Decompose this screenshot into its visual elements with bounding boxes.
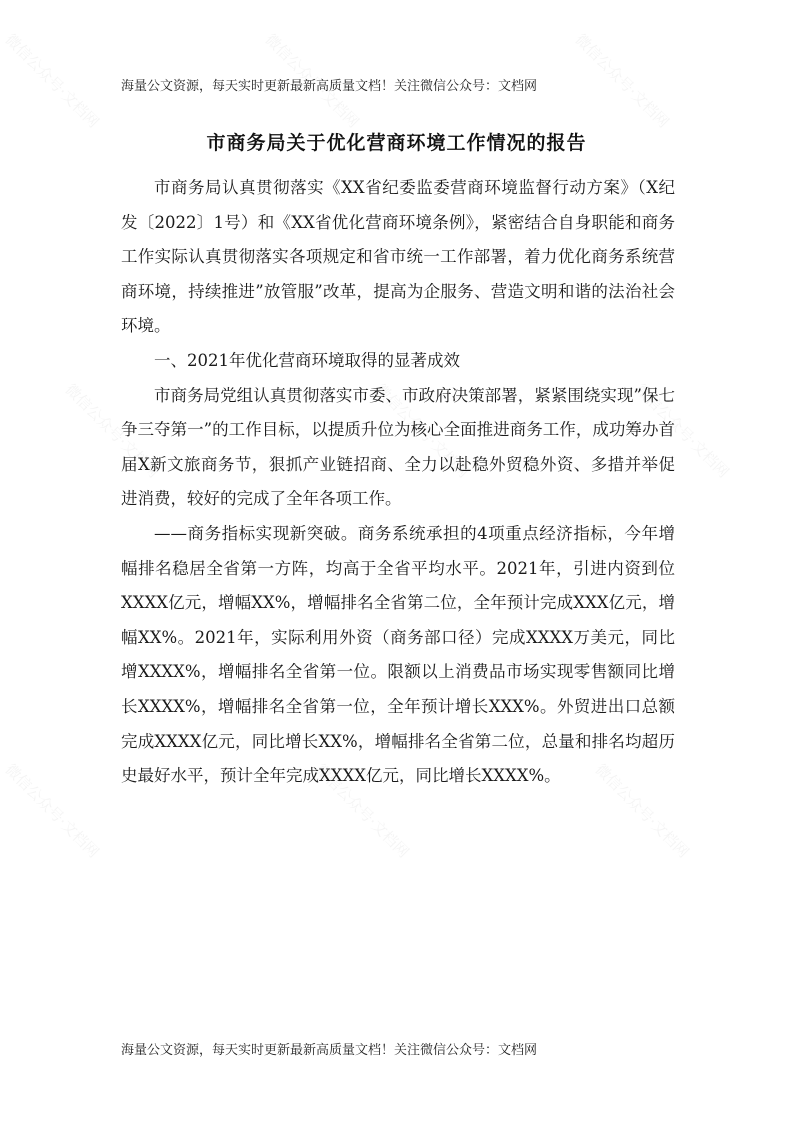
document-body [121, 171, 675, 794]
footer-banner: 海量公文资源，每天实时更新最新高质量文档！关注微信公众号：文档网 [121, 1043, 538, 1058]
paragraph-intro: 市商务局认真贯彻落实《XX省纪委监委营商环境监督行动方案》（X纪发〔2022〕1号）和《XX省优化营商环境条例》，紧密结合自身职能和商务工作实际认真贯彻落实各项规定和省市统一工作部署，着力优化商务系统营商环境，持续推进”放管服”改革，提高为企服务、营造文明和谐的法治社会环境。 [121, 178, 675, 336]
paragraph-achievements: 市商务局党组认真贯彻落实市委、市政府决策部署，紧紧围绕实现”保七争三夺第一”的工作目标，以提质升位为核心全面推进商务工作，成功筹办首届X新文旅商务节，狠抓产业链招商、全力以赴稳外贸稳外资、多措并举促进消费，较好的完成了全年各项工作。 [121, 385, 675, 509]
watermark: 微信公众号·文档网 [571, 30, 673, 132]
header-banner: 海量公文资源，每天实时更新最新高质量文档！关注微信公众号：文档网 [121, 79, 538, 94]
section-heading-1: 一、2021年优化营商环境取得的显著成效 [154, 350, 460, 370]
paragraph-indicators: ——商务指标实现新突破。商务系统承担的4项重点经济指标，今年增幅排名稳居全省第一方阵，均高于全省平均水平。2021年，引进内资到位XXXX亿元，增幅XX%，增幅排名全省第二位，全年预计完成XXX亿元，增幅XX%。2021年，实际利用外资（商务部口径）完成XXXX万美元，同比增XXXX%，增幅排名全省第一位。限额以上消费品市场实现零售额同比增长XXXX%，增幅排名全省第一位，全年预计增长XXX%。外贸进出口总额完成XXXX亿元，同比增长XX%，增幅排名全省第二位，总量和排名均超历史最好水平，预计全年完成XXXX亿元，同比增长XXXX%。 [121, 523, 675, 786]
watermark: 微信公众号·文档网 [1, 30, 103, 132]
watermark: 微信公众号·文档网 [371, 380, 473, 482]
watermark: 微信公众号·文档网 [261, 30, 363, 132]
watermark: 微信公众号·文档网 [61, 380, 163, 482]
watermark: 微信公众号·文档网 [1, 760, 103, 862]
document-title: 市商务局关于优化营商环境工作情况的报告 [206, 132, 587, 154]
watermark: 微信公众号·文档网 [631, 380, 733, 482]
watermark: 微信公众号·文档网 [311, 760, 413, 862]
watermark: 微信公众号·文档网 [591, 760, 693, 862]
